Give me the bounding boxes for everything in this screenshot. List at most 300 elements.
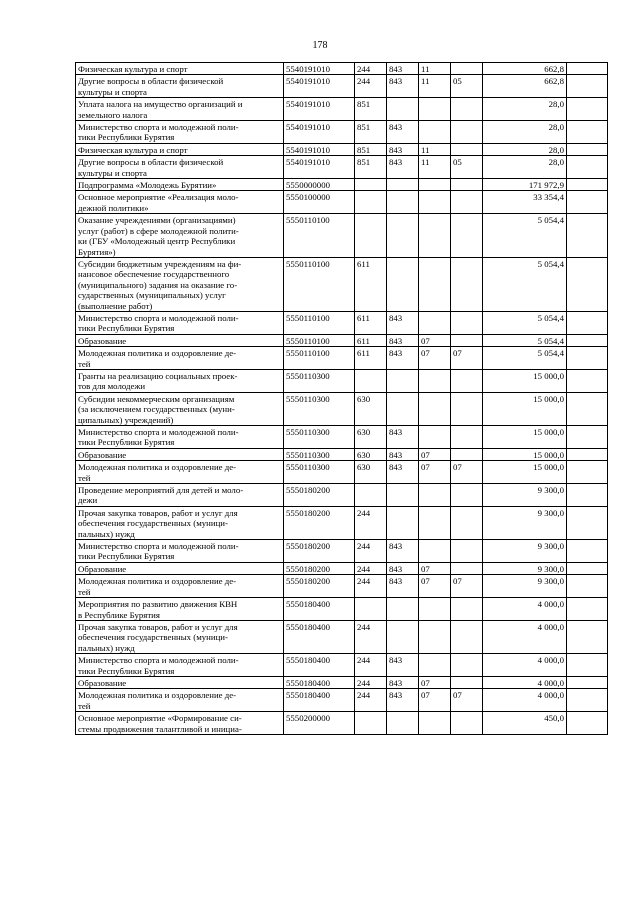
cell-section <box>419 179 451 191</box>
cell-empty <box>567 179 608 191</box>
cell-amount: 15 000,0 <box>483 448 567 460</box>
cell-amount: 5 054,4 <box>483 311 567 334</box>
cell-empty <box>567 540 608 563</box>
cell-subsection <box>451 712 483 735</box>
item-name-line: Образование <box>78 563 127 574</box>
cell-target-article: 5550180400 <box>284 676 355 688</box>
cell-subsection <box>451 311 483 334</box>
cell-empty <box>567 214 608 258</box>
cell-section: 07 <box>419 448 451 460</box>
table-row <box>76 63 608 75</box>
item-name-line: тей <box>78 700 91 711</box>
cell-empty <box>567 334 608 346</box>
item-name-line: Мероприятия по развитию движения КВН <box>78 599 238 610</box>
cell-empty <box>567 689 608 712</box>
cell-section <box>419 311 451 334</box>
item-name-line: Министерство спорта и молодежной поли- <box>78 122 239 133</box>
cell-subsection <box>451 620 483 653</box>
cell-expense-type: 244 <box>355 75 387 98</box>
cell-section <box>419 540 451 563</box>
cell-expense-type: 244 <box>355 540 387 563</box>
cell-amount: 28,0 <box>483 156 567 179</box>
cell-section <box>419 191 451 214</box>
cell-target-article: 5540191010 <box>284 156 355 179</box>
item-name-line: культуры и спорта <box>78 167 147 178</box>
cell-empty <box>567 369 608 392</box>
cell-expense-type: 630 <box>355 461 387 484</box>
cell-item-name <box>76 156 284 179</box>
cell-section <box>419 654 451 677</box>
cell-empty <box>567 392 608 425</box>
cell-item-name <box>76 575 284 598</box>
cell-ministry-code <box>387 257 419 311</box>
cell-expense-type: 611 <box>355 257 387 311</box>
cell-subsection <box>451 98 483 121</box>
cell-expense-type: 244 <box>355 63 387 75</box>
cell-subsection <box>451 369 483 392</box>
cell-amount: 9 300,0 <box>483 540 567 563</box>
item-name-line: Образование <box>78 677 127 688</box>
table-row <box>76 179 608 191</box>
item-name-line: тей <box>78 586 91 597</box>
cell-ministry-code: 843 <box>387 143 419 155</box>
table-row <box>76 575 608 598</box>
table-row <box>76 257 608 311</box>
item-name-line: дежи <box>78 495 98 506</box>
cell-empty <box>567 620 608 653</box>
cell-target-article: 5550180200 <box>284 540 355 563</box>
cell-expense-type: 630 <box>355 392 387 425</box>
item-name-line: Другие вопросы в области физической <box>78 157 224 168</box>
item-name-line: (выполнение работ) <box>78 300 153 311</box>
cell-ministry-code: 843 <box>387 540 419 563</box>
cell-empty <box>567 562 608 574</box>
cell-amount: 4 000,0 <box>483 598 567 621</box>
cell-target-article: 5550110100 <box>284 214 355 258</box>
cell-subsection <box>451 191 483 214</box>
table-row <box>76 712 608 735</box>
cell-item-name <box>76 257 284 311</box>
cell-ministry-code <box>387 392 419 425</box>
item-name-line: в Республике Бурятия <box>78 609 160 620</box>
item-name-line: тики Республики Бурятия <box>78 132 175 143</box>
cell-item-name <box>76 448 284 460</box>
cell-target-article: 5540191010 <box>284 75 355 98</box>
item-name-line: Молодежная политика и оздоровление де- <box>78 690 237 701</box>
cell-target-article: 5550110300 <box>284 448 355 460</box>
cell-target-article: 5550110100 <box>284 334 355 346</box>
cell-item-name <box>76 676 284 688</box>
cell-subsection <box>451 257 483 311</box>
item-name-line: пальных) нужд <box>78 642 135 653</box>
cell-amount: 4 000,0 <box>483 620 567 653</box>
item-name-line: обеспечения государственных (муници- <box>78 518 228 529</box>
cell-subsection <box>451 448 483 460</box>
cell-section: 07 <box>419 689 451 712</box>
cell-expense-type <box>355 179 387 191</box>
cell-empty <box>567 448 608 460</box>
table-row <box>76 369 608 392</box>
cell-expense-type: 611 <box>355 347 387 370</box>
table-row <box>76 461 608 484</box>
cell-expense-type: 630 <box>355 448 387 460</box>
table-row <box>76 484 608 507</box>
cell-item-name <box>76 562 284 574</box>
cell-expense-type: 851 <box>355 121 387 144</box>
cell-target-article: 5550180400 <box>284 620 355 653</box>
cell-item-name <box>76 98 284 121</box>
cell-section: 11 <box>419 63 451 75</box>
cell-item-name <box>76 461 284 484</box>
table-row <box>76 156 608 179</box>
cell-expense-type: 244 <box>355 562 387 574</box>
cell-amount: 33 354,4 <box>483 191 567 214</box>
cell-target-article: 5550110100 <box>284 257 355 311</box>
cell-section: 11 <box>419 156 451 179</box>
cell-ministry-code: 843 <box>387 426 419 449</box>
cell-section: 07 <box>419 575 451 598</box>
cell-subsection <box>451 654 483 677</box>
table-row <box>76 121 608 144</box>
cell-ministry-code: 843 <box>387 448 419 460</box>
cell-empty <box>567 257 608 311</box>
cell-target-article: 5540191010 <box>284 121 355 144</box>
table-row <box>76 347 608 370</box>
item-name-line: Основное мероприятие «Формирование си- <box>78 713 242 724</box>
cell-target-article: 5550180200 <box>284 484 355 507</box>
cell-amount: 9 300,0 <box>483 484 567 507</box>
cell-ministry-code <box>387 191 419 214</box>
item-name-line: Образование <box>78 335 127 346</box>
table-row <box>76 214 608 258</box>
cell-section <box>419 712 451 735</box>
cell-item-name <box>76 712 284 735</box>
cell-target-article: 5550110300 <box>284 369 355 392</box>
table-row <box>76 311 608 334</box>
cell-subsection <box>451 426 483 449</box>
item-name-line: дежной политики» <box>78 202 149 213</box>
cell-target-article: 5550180400 <box>284 689 355 712</box>
cell-empty <box>567 311 608 334</box>
cell-target-article: 5550110300 <box>284 461 355 484</box>
cell-amount: 9 300,0 <box>483 506 567 539</box>
cell-ministry-code <box>387 620 419 653</box>
cell-amount: 450,0 <box>483 712 567 735</box>
cell-item-name <box>76 506 284 539</box>
cell-section <box>419 257 451 311</box>
cell-ministry-code: 843 <box>387 334 419 346</box>
cell-expense-type: 244 <box>355 506 387 539</box>
cell-section <box>419 392 451 425</box>
item-name-line: обеспечения государственных (муници- <box>78 632 228 643</box>
cell-target-article: 5550110100 <box>284 311 355 334</box>
cell-ministry-code <box>387 98 419 121</box>
cell-expense-type: 851 <box>355 98 387 121</box>
item-name-line: Прочая закупка товаров, работ и услуг для <box>78 507 238 518</box>
table-row <box>76 654 608 677</box>
cell-amount: 662,8 <box>483 63 567 75</box>
budget-table <box>75 62 608 735</box>
cell-empty <box>567 143 608 155</box>
cell-ministry-code: 843 <box>387 311 419 334</box>
cell-expense-type: 611 <box>355 334 387 346</box>
cell-target-article: 5550180400 <box>284 654 355 677</box>
item-name-line: пальных) нужд <box>78 528 135 539</box>
table-row <box>76 392 608 425</box>
cell-section: 11 <box>419 75 451 98</box>
cell-item-name <box>76 689 284 712</box>
table-row <box>76 426 608 449</box>
cell-ministry-code: 843 <box>387 75 419 98</box>
item-name-line: Министерство спорта и молодежной поли- <box>78 541 239 552</box>
item-name-line: Подпрограмма «Молодежь Бурятии» <box>78 180 217 191</box>
cell-ministry-code: 843 <box>387 121 419 144</box>
cell-amount: 4 000,0 <box>483 654 567 677</box>
table-row <box>76 448 608 460</box>
cell-section <box>419 426 451 449</box>
cell-target-article: 5550200000 <box>284 712 355 735</box>
cell-subsection <box>451 676 483 688</box>
cell-amount: 4 000,0 <box>483 676 567 688</box>
cell-subsection <box>451 334 483 346</box>
cell-expense-type <box>355 369 387 392</box>
cell-empty <box>567 63 608 75</box>
cell-item-name <box>76 334 284 346</box>
cell-amount: 5 054,4 <box>483 214 567 258</box>
item-name-line: Оказание учреждениями (организациями) <box>78 215 236 226</box>
item-name-line: услуг (работ) в сфере молодежной полити- <box>78 225 239 236</box>
item-name-line: (муниципального) задания на оказание го- <box>78 279 238 290</box>
item-name-line: тики Республики Бурятия <box>78 551 175 562</box>
item-name-line: Бурятия») <box>78 246 116 257</box>
item-name-line: культуры и спорта <box>78 86 147 97</box>
cell-subsection <box>451 506 483 539</box>
cell-empty <box>567 712 608 735</box>
cell-subsection <box>451 598 483 621</box>
cell-item-name <box>76 426 284 449</box>
cell-subsection <box>451 143 483 155</box>
cell-expense-type <box>355 191 387 214</box>
item-name-line: стемы продвижения талантливой и инициа- <box>78 723 242 734</box>
cell-target-article: 5540191010 <box>284 63 355 75</box>
cell-empty <box>567 156 608 179</box>
cell-empty <box>567 75 608 98</box>
cell-ministry-code: 843 <box>387 676 419 688</box>
cell-empty <box>567 598 608 621</box>
cell-subsection <box>451 540 483 563</box>
cell-item-name <box>76 143 284 155</box>
item-name-line: Министерство спорта и молодежной поли- <box>78 427 239 437</box>
cell-target-article: 5550110100 <box>284 347 355 370</box>
cell-ministry-code: 843 <box>387 654 419 677</box>
table-row <box>76 562 608 574</box>
cell-empty <box>567 426 608 449</box>
cell-section <box>419 369 451 392</box>
cell-item-name <box>76 484 284 507</box>
cell-amount: 15 000,0 <box>483 392 567 425</box>
cell-amount: 15 000,0 <box>483 461 567 484</box>
item-name-line: тики Республики Бурятия <box>78 665 175 676</box>
cell-empty <box>567 575 608 598</box>
table-row <box>76 540 608 563</box>
table-row <box>76 75 608 98</box>
item-name-line: Физическая культура и спорт <box>78 64 188 74</box>
cell-empty <box>567 676 608 688</box>
cell-section: 07 <box>419 562 451 574</box>
cell-section <box>419 506 451 539</box>
cell-target-article: 5550110300 <box>284 426 355 449</box>
item-name-line: Физическая культура и спорт <box>78 144 188 155</box>
cell-target-article: 5540191010 <box>284 143 355 155</box>
table-row <box>76 143 608 155</box>
item-name-line: тов для молодежи <box>78 381 146 392</box>
cell-item-name <box>76 121 284 144</box>
cell-expense-type <box>355 598 387 621</box>
item-name-line: Другие вопросы в области физической <box>78 76 224 87</box>
table-row <box>76 689 608 712</box>
item-name-line: тей <box>78 472 91 483</box>
table-row <box>76 191 608 214</box>
cell-item-name <box>76 654 284 677</box>
cell-empty <box>567 121 608 144</box>
cell-item-name <box>76 598 284 621</box>
cell-expense-type <box>355 214 387 258</box>
cell-item-name <box>76 392 284 425</box>
cell-amount: 4 000,0 <box>483 689 567 712</box>
cell-expense-type: 244 <box>355 654 387 677</box>
cell-expense-type: 851 <box>355 143 387 155</box>
item-name-line: Образование <box>78 449 127 460</box>
table-row <box>76 506 608 539</box>
cell-target-article: 5540191010 <box>284 98 355 121</box>
page-number: 178 <box>312 40 328 51</box>
cell-amount: 28,0 <box>483 98 567 121</box>
cell-empty <box>567 191 608 214</box>
cell-subsection: 05 <box>451 156 483 179</box>
cell-subsection: 05 <box>451 75 483 98</box>
cell-empty <box>567 347 608 370</box>
cell-empty <box>567 461 608 484</box>
cell-expense-type: 851 <box>355 156 387 179</box>
cell-item-name <box>76 347 284 370</box>
item-name-line: сударственных (муниципальных) услуг <box>78 290 226 301</box>
cell-item-name <box>76 311 284 334</box>
item-name-line: земельного налога <box>78 109 148 120</box>
item-name-line: Гранты на реализацию социальных проек- <box>78 370 238 381</box>
cell-amount: 5 054,4 <box>483 347 567 370</box>
cell-item-name <box>76 63 284 75</box>
cell-expense-type: 244 <box>355 676 387 688</box>
item-name-line: (за исключением государственных (муни- <box>78 404 235 415</box>
cell-expense-type: 611 <box>355 311 387 334</box>
cell-item-name <box>76 369 284 392</box>
cell-ministry-code <box>387 214 419 258</box>
item-name-line: Уплата налога на имущество организаций и <box>78 99 243 110</box>
cell-section: 07 <box>419 461 451 484</box>
item-name-line: Прочая закупка товаров, работ и услуг для <box>78 621 238 632</box>
table-row <box>76 598 608 621</box>
budget-table-body <box>76 63 608 735</box>
cell-section <box>419 484 451 507</box>
cell-ministry-code <box>387 369 419 392</box>
cell-ministry-code <box>387 598 419 621</box>
cell-ministry-code: 843 <box>387 63 419 75</box>
cell-ministry-code: 843 <box>387 156 419 179</box>
cell-ministry-code <box>387 712 419 735</box>
cell-section: 07 <box>419 676 451 688</box>
cell-empty <box>567 484 608 507</box>
cell-expense-type: 244 <box>355 575 387 598</box>
cell-target-article: 5550180200 <box>284 575 355 598</box>
cell-section <box>419 121 451 144</box>
table-row <box>76 620 608 653</box>
cell-ministry-code <box>387 484 419 507</box>
cell-empty <box>567 506 608 539</box>
cell-section <box>419 98 451 121</box>
cell-empty <box>567 654 608 677</box>
cell-section <box>419 620 451 653</box>
cell-item-name <box>76 179 284 191</box>
cell-target-article: 5550180400 <box>284 598 355 621</box>
cell-amount: 28,0 <box>483 121 567 144</box>
cell-ministry-code <box>387 506 419 539</box>
item-name-line: тики Республики Бурятия <box>78 323 175 334</box>
cell-subsection <box>451 484 483 507</box>
cell-section: 07 <box>419 347 451 370</box>
item-name-line: Субсидии некоммерческим организациям <box>78 393 235 404</box>
cell-section: 07 <box>419 334 451 346</box>
cell-target-article: 5550100000 <box>284 191 355 214</box>
cell-subsection <box>451 121 483 144</box>
cell-expense-type: 244 <box>355 620 387 653</box>
cell-section: 11 <box>419 143 451 155</box>
cell-subsection: 07 <box>451 575 483 598</box>
item-name-line: Субсидии бюджетным учреждениям на фи- <box>78 258 242 269</box>
cell-item-name <box>76 75 284 98</box>
item-name-line: Министерство спорта и молодежной поли- <box>78 655 239 666</box>
item-name-line: Молодежная политика и оздоровление де- <box>78 462 237 473</box>
table-row <box>76 334 608 346</box>
cell-amount: 5 054,4 <box>483 257 567 311</box>
item-name-line: Министерство спорта и молодежной поли- <box>78 312 239 323</box>
cell-expense-type <box>355 484 387 507</box>
cell-section <box>419 598 451 621</box>
item-name-line: нансовое обеспечение государственного <box>78 269 230 280</box>
cell-subsection: 07 <box>451 347 483 370</box>
cell-item-name <box>76 214 284 258</box>
cell-amount: 662,8 <box>483 75 567 98</box>
cell-item-name <box>76 540 284 563</box>
cell-amount: 5 054,4 <box>483 334 567 346</box>
cell-amount: 15 000,0 <box>483 369 567 392</box>
cell-expense-type: 630 <box>355 426 387 449</box>
cell-subsection: 07 <box>451 461 483 484</box>
cell-target-article: 5550000000 <box>284 179 355 191</box>
item-name-line: Молодежная политика и оздоровление де- <box>78 348 237 359</box>
cell-item-name <box>76 620 284 653</box>
cell-ministry-code: 843 <box>387 689 419 712</box>
cell-section <box>419 214 451 258</box>
item-name-line: тики Республики Бурятия <box>78 437 175 448</box>
cell-subsection: 07 <box>451 689 483 712</box>
item-name-line: ципальных) учреждений) <box>78 414 174 425</box>
item-name-line: Молодежная политика и оздоровление де- <box>78 576 237 587</box>
cell-target-article: 5550180200 <box>284 506 355 539</box>
cell-item-name <box>76 191 284 214</box>
cell-subsection <box>451 63 483 75</box>
cell-amount: 28,0 <box>483 143 567 155</box>
cell-subsection <box>451 214 483 258</box>
